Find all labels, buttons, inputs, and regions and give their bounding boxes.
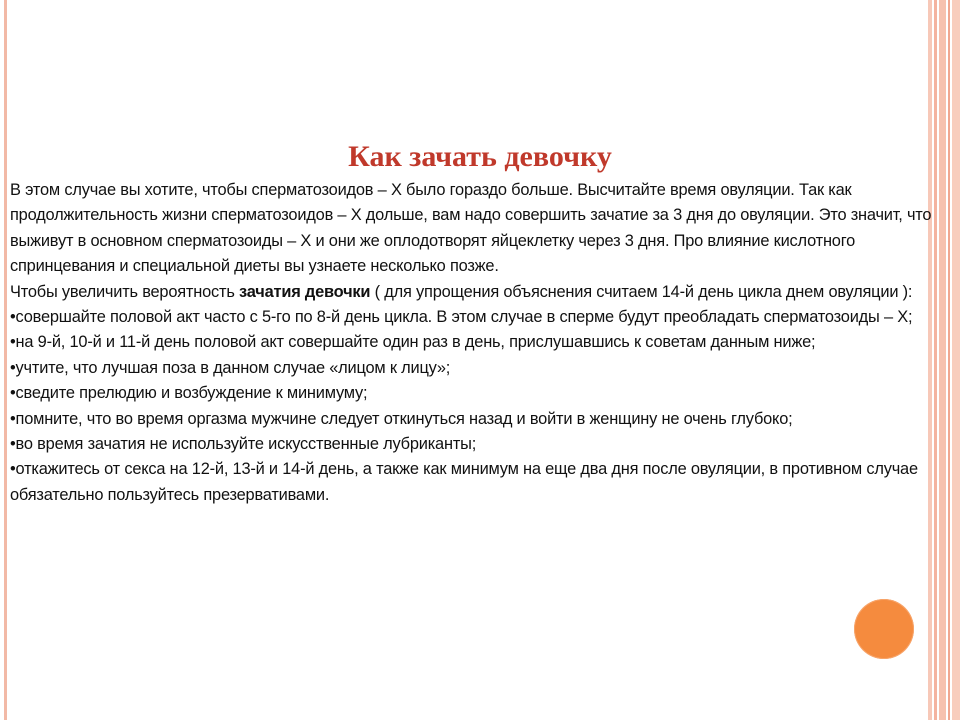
intro-text: Чтобы увеличить вероятность (10, 282, 240, 301)
list-item (10, 457, 946, 508)
bullet-icon: • (10, 333, 16, 352)
bullet-icon: • (10, 358, 16, 377)
list-item (10, 305, 946, 330)
bullet-icon: • (10, 460, 16, 479)
stripe (948, 0, 950, 720)
list-item-text: совершайте половой акт часто с 5-го по 8-й день цикла. В этом случае в сперме будут преобладать сперматозоиды – Х; (15, 308, 913, 327)
orange-circle-decoration (854, 599, 914, 659)
list-item (10, 330, 946, 355)
slide-body (10, 178, 946, 508)
bullet-icon: • (10, 435, 16, 454)
bullet-icon: • (10, 409, 16, 428)
list-item-text: во время зачатия не используйте искусственные лубриканты; (15, 435, 477, 454)
list-item (10, 407, 946, 432)
list-item (10, 356, 946, 381)
intro-text-end: ( для упрощения объяснения считаем 14-й день цикла днем овуляции ): (370, 282, 913, 301)
intro-paragraph (10, 280, 946, 305)
intro-bold-text: зачатия девочки (239, 282, 371, 301)
list-item-text: откажитесь от секса на 12-й, 13-й и 14-й день, а также как минимум на еще два дня после овуляции, в противном случае обязательно пользуйтесь презервативами. (10, 460, 918, 504)
bullet-icon: • (10, 384, 16, 403)
left-decorative-stripe (4, 0, 7, 720)
list-item-text: на 9-й, 10-й и 11-й день половой акт совершайте один раз в день, прислушавшись к советам данным ниже; (15, 333, 816, 352)
list-item (10, 432, 946, 457)
bullet-icon: • (10, 308, 16, 327)
list-item (10, 381, 946, 406)
list-item-text: помните, что во время оргазма мужчине следует откинуться назад и войти в женщину не очень глубоко; (15, 409, 793, 428)
list-item-text: сведите прелюдию и возбуждение к минимуму; (15, 384, 368, 403)
list-item-text: учтите, что лучшая поза в данном случае «лицом к лицу»; (15, 358, 451, 377)
slide-title: Как зачать девочку (348, 140, 612, 173)
stripe (952, 0, 960, 720)
body-paragraph: В этом случае вы хотите, чтобы сперматозоидов – Х было гораздо больше. Высчитайте время овуляции. Так как продолжительность жизни сперматозоидов – Х дольше, вам надо совершить зачатие за 3 дня до овуляции. Это значит, что выживут в основном сперматозоиды – Х и они же оплодотворят яйцеклетку через 3 дня. Про влияние кислотного спринцевания и специальной диеты вы узнаете несколько позже. (10, 181, 932, 276)
